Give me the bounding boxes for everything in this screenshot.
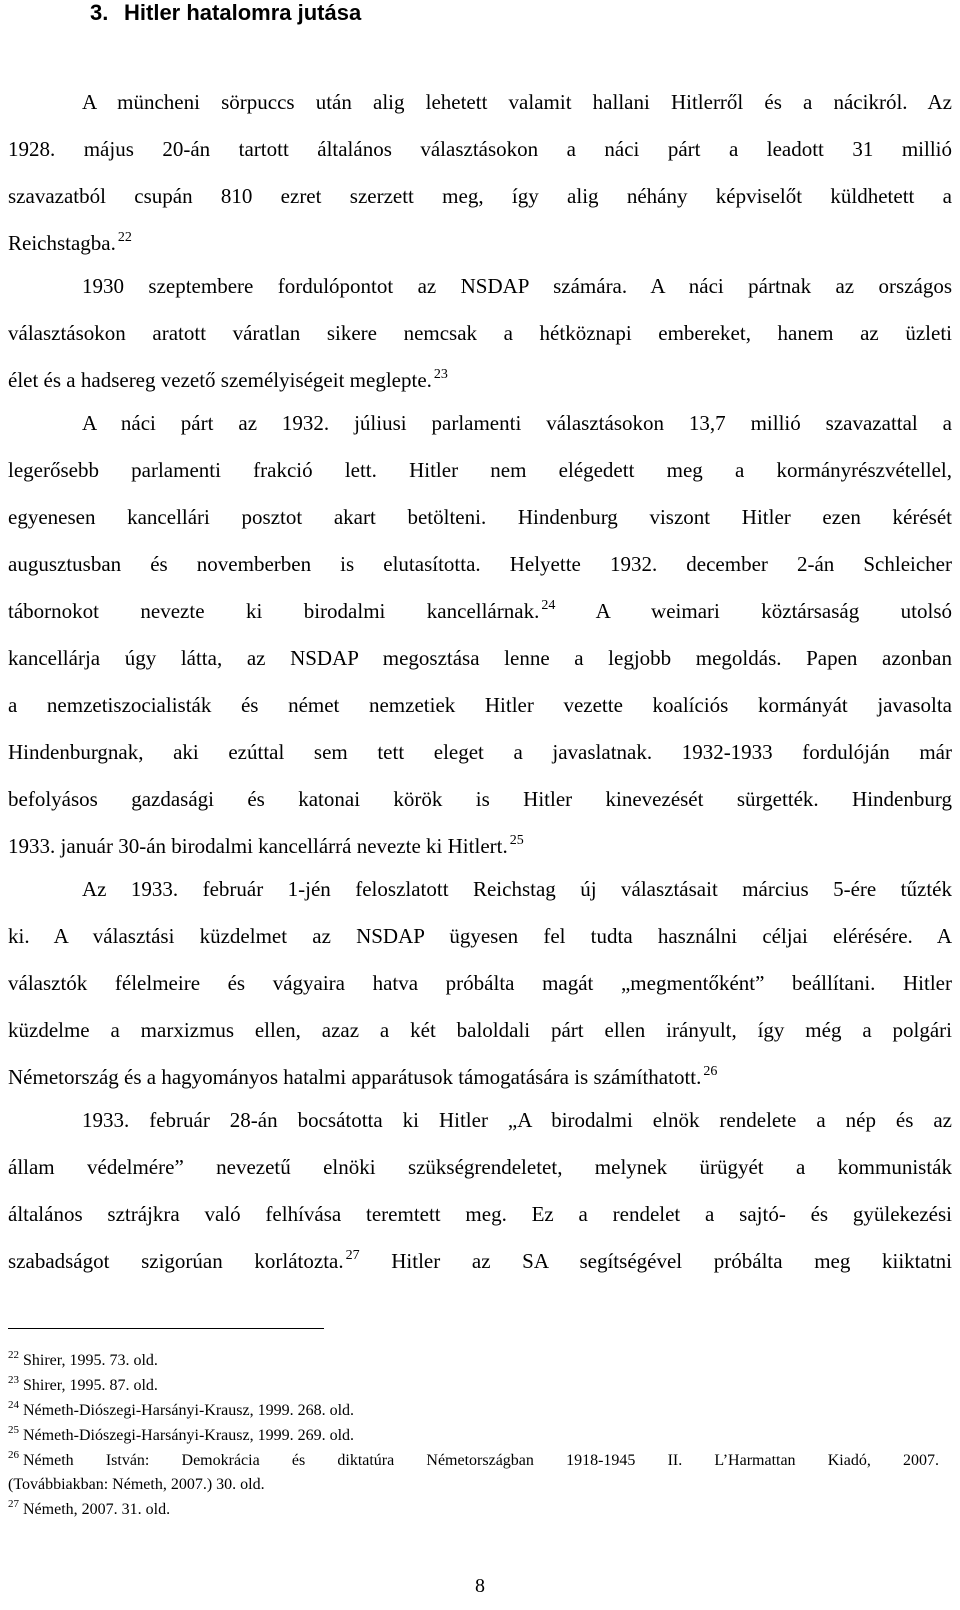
- text-line: egyenesen kancellári posztot akart betölteni. Hindenburg viszont Hitler ezen kérését: [8, 505, 952, 529]
- footnote-ref: 23: [433, 367, 448, 382]
- text-line-with-ref: Németország és a hagyományos hatalmi apparátusok támogatására is számíthatott. $^{26}$: [8, 1064, 718, 1089]
- footnote: $^{22}$ Shirer, 1995. 73. old.: [8, 1349, 158, 1369]
- text-line: augusztusban és novemberben is elutasította. Helyette 1932. december 2-án Schleicher: [8, 552, 952, 576]
- footnote: $^{25}$ Németh-Diószegi-Harsányi-Krausz, 1999. 269. old.: [8, 1424, 355, 1444]
- text-line: küzdelme a marxizmus ellen, azaz a két baloldali párt ellen irányult, így még a polgári: [8, 1018, 952, 1042]
- text-line: választásokon aratott váratlan sikere nemcsak a hétköznapi embereket, hanem az üzleti: [8, 321, 952, 345]
- footnote-ref: 22: [117, 230, 132, 245]
- footnote-ref: 26: [703, 1064, 718, 1079]
- text-line: Az 1933. február 1-jén feloszlatott Reichstag új választásait március 5-ére tűzték: [82, 877, 952, 901]
- footnote-ref: 27: [345, 1248, 360, 1263]
- footnote-separator: [8, 1328, 324, 1329]
- section-number: 3.: [90, 0, 109, 25]
- text-line: 1933. február 28-án bocsátotta ki Hitler „A birodalmi elnök rendelete a nép és az: [82, 1108, 952, 1132]
- section-title: Hitler hatalomra jutása: [124, 0, 362, 25]
- text-line: választók félelmeire és vágyaira hatva próbálta magát „megmentőként” beállítani. Hitler: [8, 971, 952, 995]
- text-line: legerősebb parlamenti frakció lett. Hitler nem elégedett meg a kormányrészvétellel,: [8, 458, 952, 482]
- footnote: $^{24}$ Németh-Diószegi-Harsányi-Krausz, 1999. 268. old.: [8, 1399, 355, 1419]
- text-line: állam védelmére” nevezetű elnöki szükségrendeletet, melynek ürügyét a kommunisták: [8, 1155, 952, 1179]
- text-line: általános sztrájkra való felhívása teremtett meg. Ez a rendelet a sajtó- és gyülekezési: [8, 1202, 952, 1226]
- text-line: A müncheni sörpuccs után alig lehetett valamit hallani Hitlerről és a nácikról. Az: [82, 90, 952, 114]
- text-line-with-ref: Reichstagba. $^{22}$: [8, 230, 132, 255]
- footnote-ref: 25: [509, 833, 524, 848]
- text-line: A náci párt az 1932. júliusi parlamenti választásokon 13,7 millió szavazattal a: [82, 411, 952, 435]
- text-line: 1928. május 20-án tartott általános választásokon a náci párt a leadott 31 millió: [8, 137, 952, 161]
- footnote: $^{26}$ Németh István: Demokrácia és diktatúra Németországban 1918-1945 II. L’Harmattan Kiadó, 2007.: [8, 1449, 939, 1469]
- page-number: 8: [475, 1575, 485, 1597]
- text-line: kancellárja úgy látta, az NSDAP megosztása lenne a legjobb megoldás. Papen azonban: [8, 646, 952, 670]
- text-line: 1930 szeptembere fordulópontot az NSDAP számára. A náci pártnak az országos: [82, 274, 952, 298]
- text-line: szavazatból csupán 810 ezret szerzett meg, így alig néhány képviselőt küldhetett a: [8, 184, 952, 208]
- footnote: $^{23}$ Shirer, 1995. 87. old.: [8, 1374, 158, 1394]
- text-line-with-ref: 1933. január 30-án birodalmi kancellárrá nevezte ki Hitlert. $^{25}$: [8, 833, 524, 858]
- text-line: a nemzetiszocialisták és német nemzetiek Hitler vezette koalíciós kormányát javasolta: [8, 693, 952, 717]
- footnote-continuation: (Továbbiakban: Németh, 2007.) 30. old.: [8, 1476, 265, 1493]
- text-line-with-ref: tábornokot nevezte ki birodalmi kancellárnak. $^{24}$ A weimari köztársaság utolsó: [8, 598, 952, 623]
- footnote: $^{27}$ Németh, 2007. 31. old.: [8, 1498, 171, 1518]
- text-line: befolyásos gazdasági és katonai körök is Hitler kinevezését sürgették. Hindenburg: [8, 787, 952, 811]
- text-line-with-ref: élet és a hadsereg vezető személyiségeit meglepte. $^{23}$: [8, 367, 448, 392]
- text-line: ki. A választási küzdelmet az NSDAP ügyesen fel tudta használni céljai elérésére. A: [8, 924, 952, 948]
- text-line-with-ref: szabadságot szigorúan korlátozta. $^{27}$ Hitler az SA segítségével próbálta meg kiiktatni: [8, 1248, 952, 1273]
- footnote-ref: 24: [541, 598, 556, 613]
- section-heading: [90, 0, 361, 28]
- text-line: Hindenburgnak, aki ezúttal sem tett eleget a javaslatnak. 1932-1933 fordulóján már: [8, 740, 952, 764]
